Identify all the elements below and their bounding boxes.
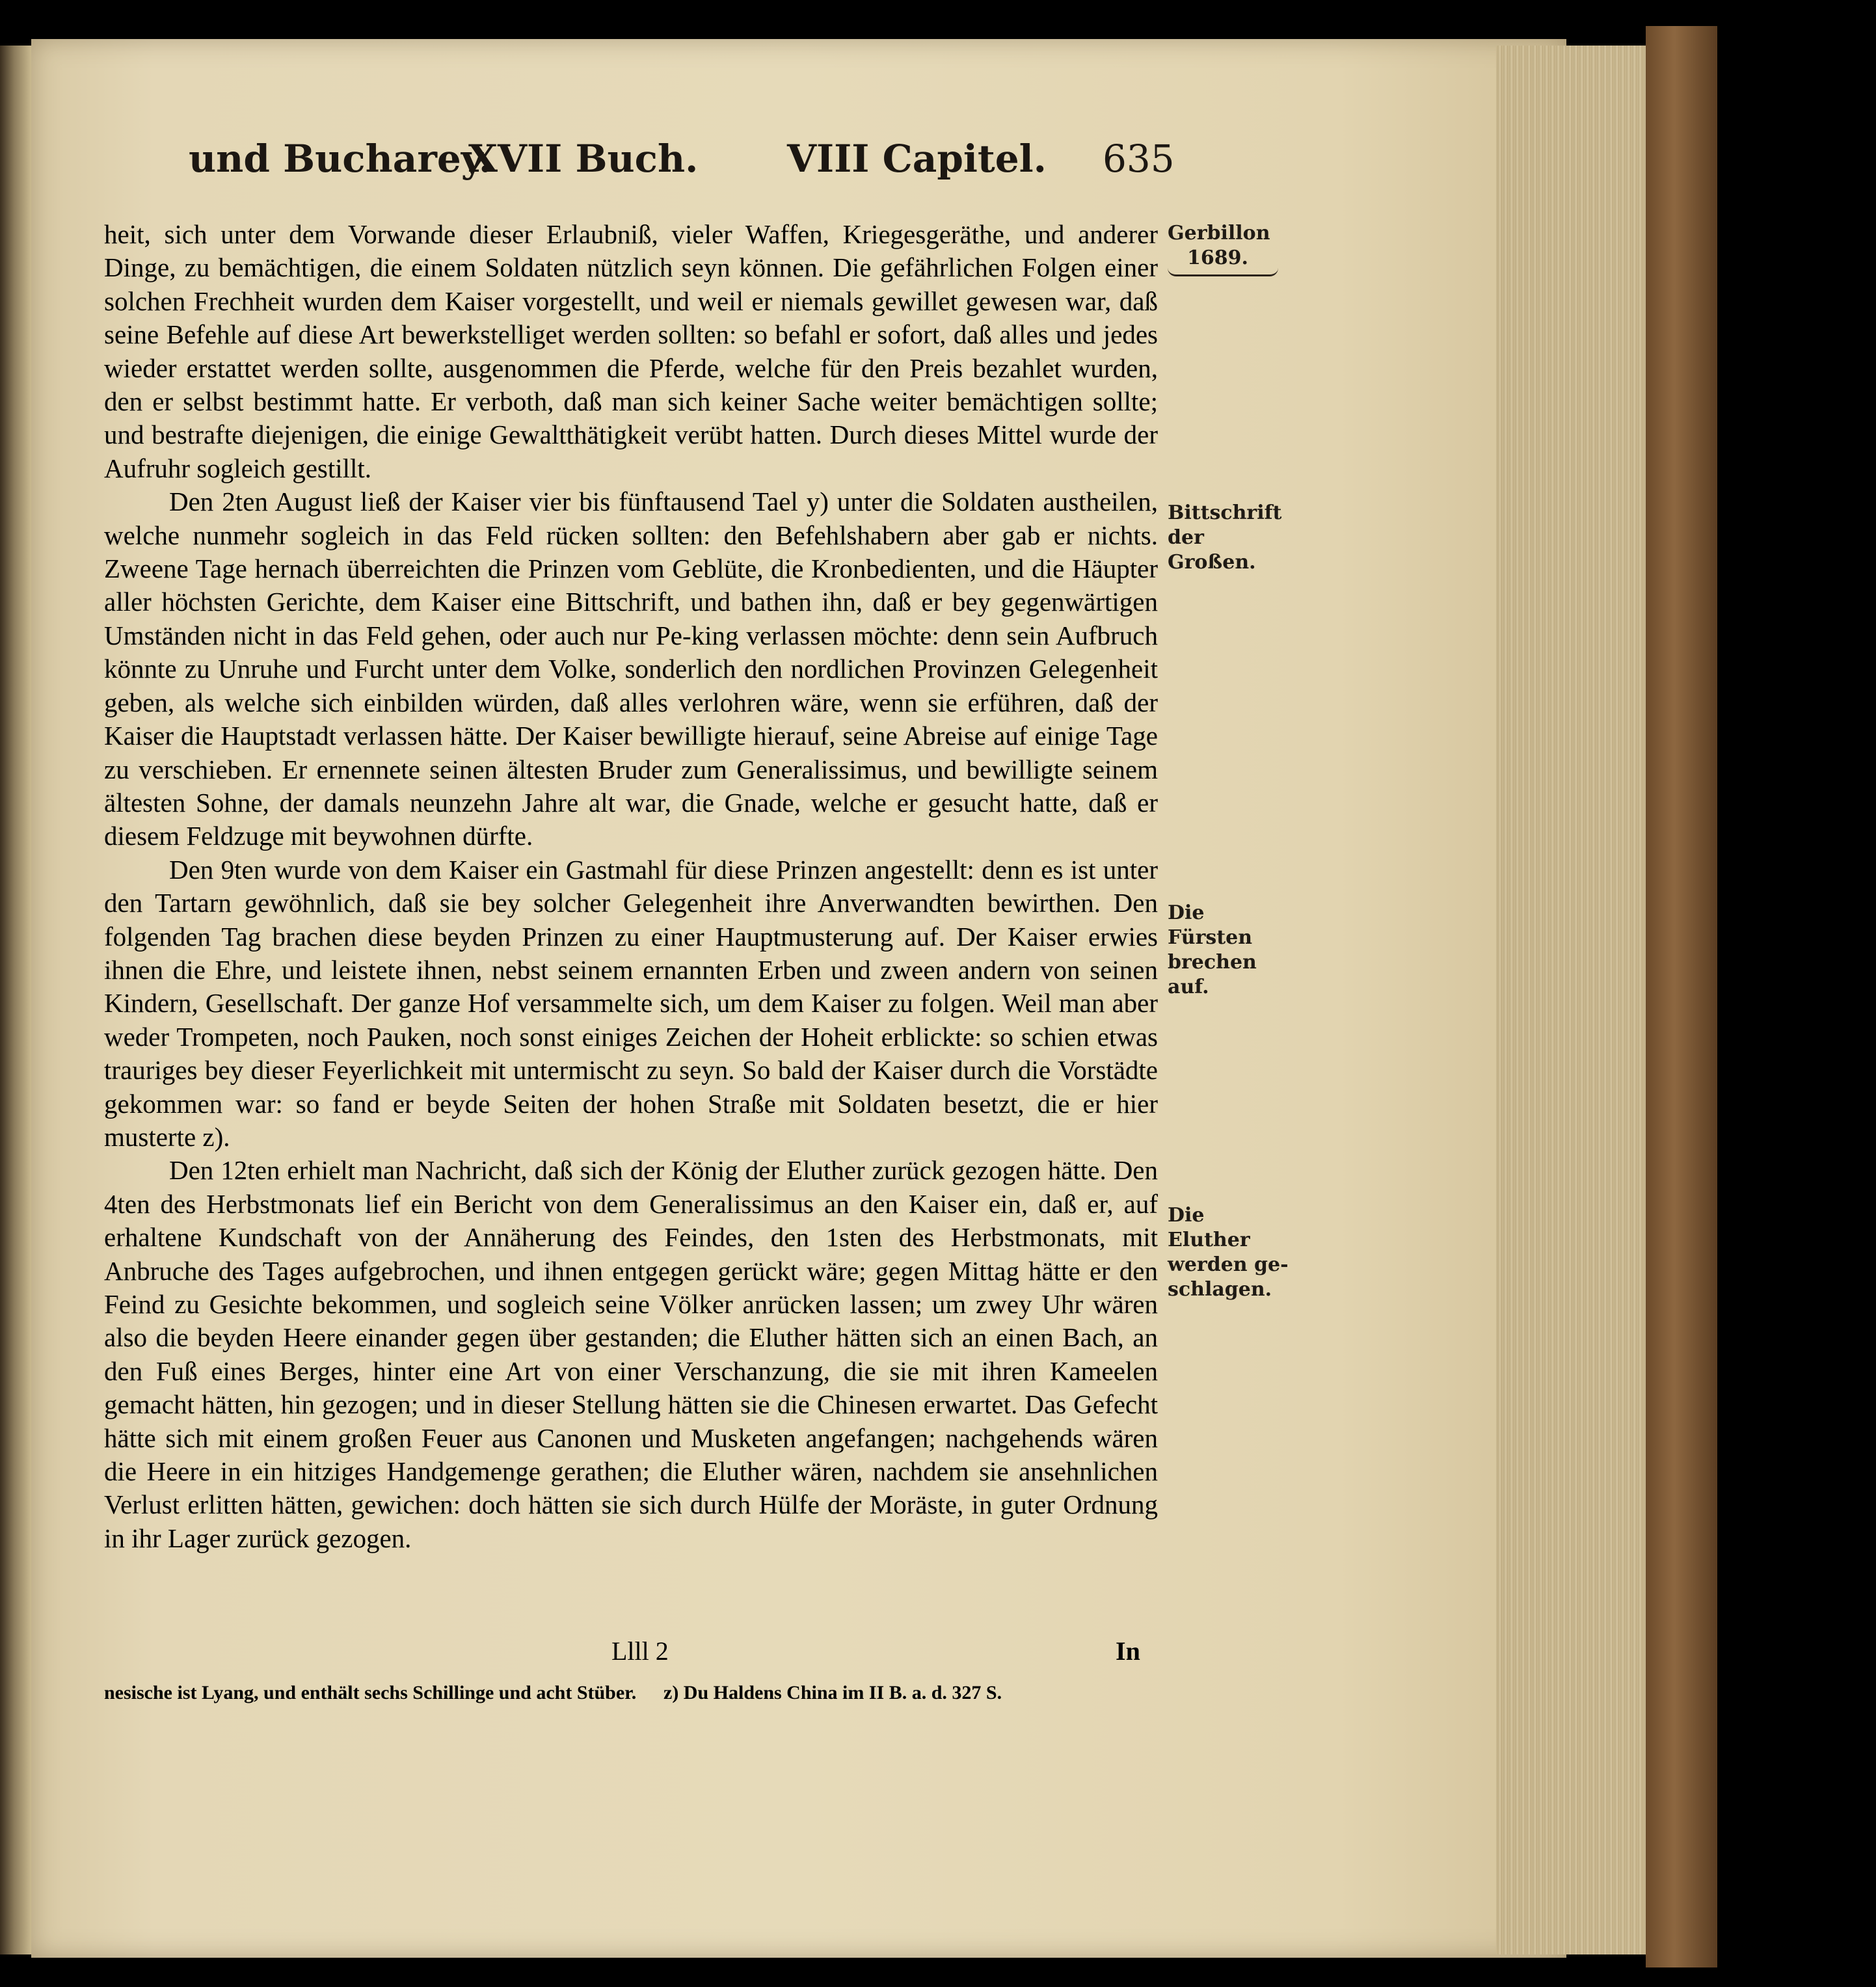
margin-note-bittschrift [1168,501,1291,575]
margin-note-gerbillon [1168,221,1291,276]
signature-mark: Llll 2 [611,1636,669,1666]
paragraph-2: Den 2ten August ließ der Kaiser vier bis fünftausend Tael y) unter die Soldaten austheilen, welche nunmehr sogleich in das Feld rücken sollten: den Befehlshabern aber gab er nichts. Zweene Tage hernach überreichten die Prinzen vom Geblüte, die Kronbedienten, und die Häupter aller höchsten Gerichte, dem Kaiser eine Bittschrift, und bathen ihn, daß er bey gegenwärtigen Umständen nicht in das Feld gehen, oder auch nur Pe-king verlassen möchte: denn sein Aufbruch könnte zu Unruhe und Furcht unter dem Volke, sonderlich den nordlichen Provinzen Gelegenheit geben, als welche sich einbilden würden, daß alles verlohren wäre, wenn sie erführen, daß der Kaiser die Hauptstadt verlassen hätte. Der Kaiser bewilligte hierauf, seine Abreise auf einige Tage zu verschieben. Er ernennete seinen ältesten Bruder zum Generalissimus, und bewilligte seinem ältesten Sohne, der damals neunzehn Jahre alt war, die Gnade, welche er gesucht hatte, daß er diesem Feldzuge mit beywohnen dürfte. [104,487,1158,851]
book-cover-edge [1646,26,1717,1967]
background-strip [1717,0,1876,1987]
margin-note-line: werden ge- [1168,1253,1289,1276]
page-stack-edge [1496,46,1646,1954]
main-text [104,218,1158,1555]
paragraph-3: Den 9ten wurde von dem Kaiser ein Gastmahl für diese Prinzen angestellt: denn es ist unter den Tartarn gewöhnlich, daß sie bey solcher Gelegenheit ihre Anverwandten bewirthen. Den folgenden Tag brachen diese beyden Prinzen zu einer Hauptmusterung auf. Der Kaiser erwies ihnen die Ehre, und leistete ihnen, nebst seinem ernannten Erben und zween andern von seinen Kindern, Gesellschaft. Der ganze Hof versammelte sich, um dem Kaiser zu folgen. Weil man aber weder Trompeten, noch Pauken, noch sonst einiges Zeichen der Hoheit erblickte: so schien etwas trauriges bey dieser Feyerlichkeit mit untermischt zu seyn. So bald der Kaiser durch die Vorstädte gekommen war: so fand er beyde Seiten der hohen Straße mit Soldaten besetzt, die er hier musterte z). [104,854,1158,1152]
margin-note-line: Bittschrift [1168,501,1282,524]
running-head-chapter: VIII Capitel. [787,137,1047,181]
margin-note-eluther [1168,1203,1291,1302]
margin-note-line: schlagen. [1168,1278,1272,1301]
paragraph-4: Den 12ten erhielt man Nachricht, daß sich der König der Eluther zurück gezogen hätte. Den 4ten des Herbstmonats lief ein Bericht von dem Generalissimus an den Kaiser ein, daß er, auf erhaltene Kundschaft von der Annäherung des Feindes, den 1sten des Herbstmonats, mit Anbruche des Tages aufgebrochen, und ihnen entgegen gerückt wäre; gegen Mittag hätte er den Feind zu Gesichte bekommen, und sogleich seine Völker anrücken lassen; um zwey Uhr wären also die beyden Heere einander gegen über gestanden; die Eluther hätten sich an einen Bach, an den Fuß eines Berges, hinter eine Art von einer Verschanzung, die sie mit ihren Kameelen gemacht hätten, hin gezogen; und in dieser Stellung hätten sie die Chinesen erwartet. Das Gefecht hätte sich mit einem großen Feuer aus Canonen und Musketen angefangen; nachgehends wären die Heere in ein hitziges Handgemenge gerathen; die Eluther wären, nachdem sie ansehnlichen Verlust erlitten hätten, gewichen: doch hätten sie sich durch Hülfe der Moräste, in guter Ordnung in ihr Lager zurück gezogen. [104,1155,1158,1553]
margin-note-fuersten [1168,901,1291,1000]
margin-note-line: Die Eluther [1168,1204,1250,1251]
page-number: 635 [1103,137,1175,181]
running-head [189,137,1177,189]
catchline [104,1636,1158,1668]
margin-note-line: Gerbillon [1168,222,1270,245]
margin-note-line: der Großen. [1168,526,1256,574]
footnote-left: nesische ist Lyang, und enthält sechs Schillinge und acht Stüber. [104,1682,637,1703]
margin-note-year: 1689. [1187,247,1248,269]
previous-page-edge [0,46,31,1954]
margin-note-line: Die Fürsten [1168,901,1253,949]
running-head-book: XVII Buch. [468,137,699,181]
running-head-left: und Bucharey. [189,137,492,181]
footnote-z: z) Du Haldens China im II B. a. d. 327 S. [663,1682,1002,1703]
catchword: In [1116,1636,1140,1666]
margin-note-line: brechen auf. [1168,951,1257,998]
paragraph-1: heit, sich unter dem Vorwande dieser Erlaubniß, vieler Waffen, Kriegesgeräthe, und anderer Dinge, zu bemächtigen, die einem Soldaten nützlich seyn können. Die gefährlichen Folgen einer solchen Frechheit wurden dem Kaiser vorgestellt, und weil er niemals gewillet gewesen war, daß seine Befehle auf diese Art bewerkstelliget werden sollten: so befahl er sofort, daß alles und jedes wieder erstattet werden sollte, ausgenommen die Pferde, welche für den Preis bezahlet wurden, den er selbst bestimmt hatte. Er verboth, daß man sich keiner Sache weiter bemächtigen sollte; und bestrafte diejenigen, die einige Gewaltthätigkeit verübt hatten. Durch dieses Mittel wurde der Aufruhr sogleich gestillt. [104,219,1158,483]
